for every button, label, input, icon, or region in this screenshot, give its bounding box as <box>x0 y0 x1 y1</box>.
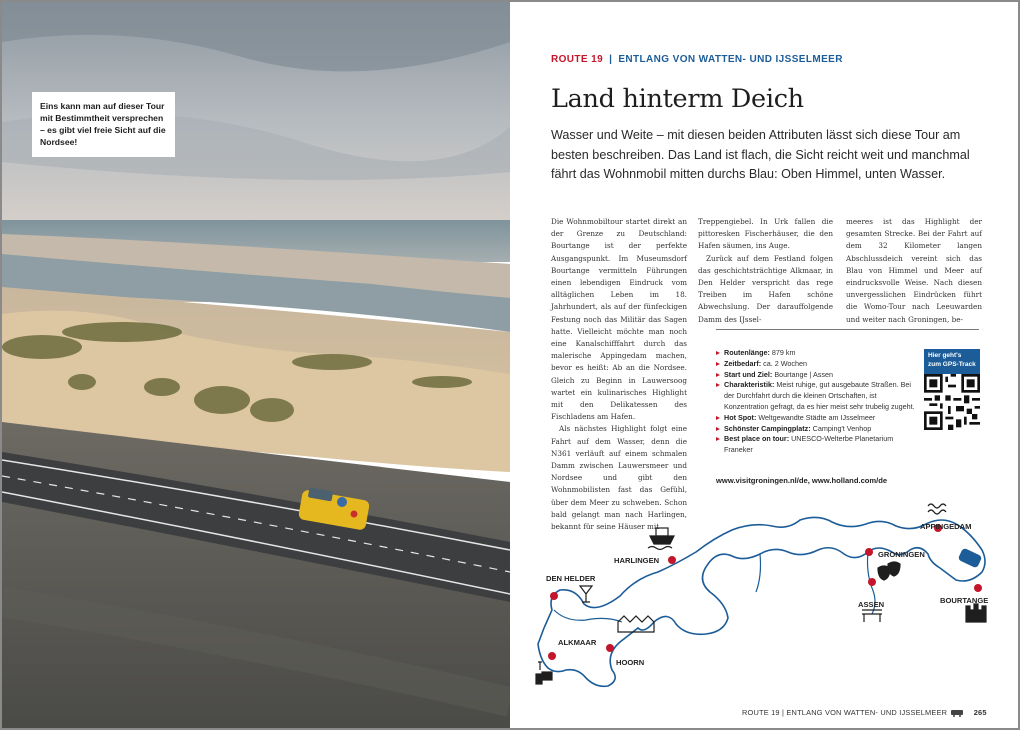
body-paragraph: meeres ist das Highlight der gesamten Strecke. Bei der Fahrt auf dem 32 Kilometer langen Abschlussdeich vereint sich das Blau von Himmel und Meer auf eindrucksvolle Weise. Nach diesen unvergesslichen Eindrücken führt die Womo-Tour nach Leeuwarden und weiter nach Groningen, be- <box>846 217 982 324</box>
waves-icon <box>928 504 946 514</box>
stop-hoorn <box>606 644 614 652</box>
article-page <box>510 2 1018 728</box>
route-name: ENTLANG VON WATTEN- UND IJSSELMEER <box>618 54 843 65</box>
aerial-photo <box>2 2 510 728</box>
qr-code-icon[interactable] <box>924 374 980 430</box>
info-list <box>716 348 921 456</box>
info-item: Routenlänge: 879 km <box>716 348 921 359</box>
info-item: Hot Spot: Weltgewandte Städte am IJsselmeer <box>716 413 921 424</box>
gps-track-qr[interactable] <box>924 349 980 433</box>
map-label-hoorn: HOORN <box>616 658 645 667</box>
ship-icon <box>648 528 674 550</box>
body-paragraph: Die Wohnmobiltour startet direkt an der Grenze zu Deutschland: Bourtange ist der perfekte Ausgangspunkt. Im Museumsdorf Bourtange vermitteln Führungen einen lebendigen Eindruck vom alltäglichen Leben im 18. Jahrhundert, als auf der fünfeckigen Festung noch das Militär das Sagen hatte. Vielleicht möchte man noch eine Kanalschifffahrt durch das malerische Appingedam machen, bevor es heißt: Ab an die Nordsee. Gleich zu Beginn in Lauwersoog wartet ein kulinarisches Highlight mit den Delikatessen des Fischladens am Hafen. <box>551 217 687 422</box>
body-column-1 <box>551 216 687 533</box>
body-paragraph: Zurück auf dem Festland folgen das geschichtsträchtige Alkmaar, in Den Helder verspricht das rege Treiben im Hafen schöne Abwechslung. Der darauffolgende Damm des IJssel- <box>698 253 833 324</box>
info-item: Schönster Campingplatz: Camping't Venhop <box>716 424 921 435</box>
info-item: Start und Ziel: Bourtange | Assen <box>716 370 921 381</box>
map-label-alkmaar: ALKMAAR <box>558 638 597 647</box>
stop-groningen <box>865 548 873 556</box>
article-lead: Wasser und Weite – mit diesen beiden Attributen lässt sich diese Tour am besten beschreiben. Das Land ist flach, die Sicht reicht weit und manchmal fährt das Wohnmobil mitten durchs Blau: Oben Himmel, unten Wasser. <box>551 128 970 181</box>
fortress-icon <box>966 604 986 622</box>
route-map <box>526 492 1006 697</box>
article-title: Land hinterm Deich <box>551 84 804 114</box>
campervan-icon <box>958 548 981 567</box>
route-number: ROUTE 19 <box>551 54 604 65</box>
stop-den-helder <box>550 592 558 600</box>
info-item: Zeitbedarf: ca. 2 Wochen <box>716 359 921 370</box>
footer-separator: | <box>782 708 785 717</box>
route-stops <box>548 524 982 660</box>
page-footer <box>742 708 987 717</box>
bench-icon <box>862 610 882 622</box>
campervan-icon <box>951 709 965 717</box>
footer-route-name: ENTLANG VON WATTEN- UND IJSSELMEER <box>786 708 948 717</box>
map-label-groningen: GRONINGEN <box>878 550 925 559</box>
body-column-2 <box>698 216 833 326</box>
photo-caption: Eins kann man auf dieser Tour mit Bestimmtheit versprechen – es gibt viel freie Sicht auf die Nordsee! <box>32 92 175 157</box>
info-item: Best place on tour: UNESCO-Welterbe Planetarium Franeker <box>716 434 921 456</box>
map-label-harlingen: HARLINGEN <box>614 556 660 565</box>
body-column-3 <box>846 216 982 326</box>
map-label-bourtange: BOURTANGE <box>940 596 989 605</box>
map-label-appingedam: APPINGEDAM <box>920 522 972 531</box>
route-header <box>551 54 843 65</box>
info-item: Charakteristik: Meist ruhige, gut ausgebaute Straßen. Bei der Durchfahrt durch die kleinen Ortschaften, ist Konzentration gefragt, da es hier meist sehr trubelig zugeht. <box>716 380 921 412</box>
stop-harlingen <box>668 556 676 564</box>
body-paragraph: Treppengiebel. In Urk fallen die pittoresken Fischerhäuser, die den Hafen säumen, ins Auge. <box>698 217 833 251</box>
web-links[interactable]: www.visitgroningen.nl/de, www.holland.com/de <box>716 476 888 485</box>
qr-label: Hier geht's zum GPS-Track <box>924 349 980 374</box>
cheese-wine-icon <box>536 662 552 684</box>
theatre-masks-icon <box>878 562 900 580</box>
stop-assen <box>868 578 876 586</box>
page-number: 265 <box>973 708 987 717</box>
map-label-assen: ASSEN <box>858 600 885 609</box>
route-separator: | <box>609 54 613 65</box>
stop-bourtange <box>974 584 982 592</box>
stop-alkmaar <box>548 652 556 660</box>
map-label-den-helder: DEN HELDER <box>546 574 596 583</box>
body-paragraph: Als nächstes Highlight folgt eine Fahrt auf dem Wasser, denn die N361 verläuft auf einem schmalen Damm zwischen Lauwersmeer und Nordsee und gibt den Wohnmobilisten fast das Gefühl, über dem Meer zu schweben. Schon bald gelangt man nach Harlingen, bekannt für seine Häuser mit <box>551 424 687 532</box>
footer-route: ROUTE 19 <box>742 708 780 717</box>
